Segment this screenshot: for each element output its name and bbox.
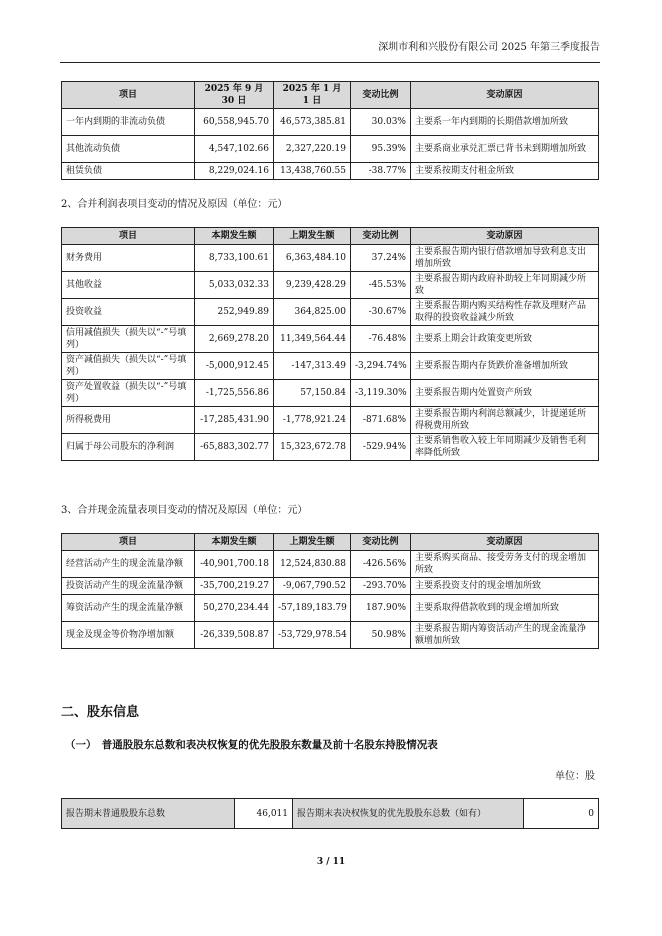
table-row xyxy=(62,551,599,578)
col-header: 上期发生额 xyxy=(274,534,351,551)
item-cell: 租赁负债 xyxy=(62,163,195,180)
reason-cell: 主要系购买商品、接受劳务支付的现金增加所致 xyxy=(411,551,599,578)
table-row xyxy=(62,353,599,380)
col-header: 本期发生额 xyxy=(195,228,274,245)
item-cell: 投资活动产生的现金流量净额 xyxy=(62,578,195,595)
col-header: 变动原因 xyxy=(411,82,599,109)
ratio-cell: 30.03% xyxy=(351,109,411,136)
table-header-row xyxy=(62,228,599,245)
item-cell: 所得税费用 xyxy=(62,407,195,434)
reason-cell: 主要系报告期内购买结构性存款及理财产品取得的投资收益减少所致 xyxy=(411,299,599,326)
value-cell: -40,901,700.18 xyxy=(195,551,274,578)
value-cell: -53,729,978.54 xyxy=(274,622,351,649)
col-header: 上期发生额 xyxy=(274,228,351,245)
ratio-cell: -45.53% xyxy=(351,272,411,299)
table-row xyxy=(62,245,599,272)
value-cell: 46,011 xyxy=(235,799,293,829)
section-title-shareholders: 二、股东信息 xyxy=(61,705,140,720)
table-row xyxy=(62,622,599,649)
value-cell: 12,524,830.88 xyxy=(274,551,351,578)
unit-label: 单位：股 xyxy=(555,771,595,782)
col-header: 变动原因 xyxy=(411,228,599,245)
value-cell: 13,438,760.55 xyxy=(274,163,351,180)
table-header-row xyxy=(62,82,599,109)
ratio-cell: -3,294.74% xyxy=(351,353,411,380)
value-cell: 0 xyxy=(524,799,599,829)
balance-sheet-changes-table xyxy=(61,81,599,180)
value-cell: 60,558,945.70 xyxy=(195,109,274,136)
col-header: 2025 年 1 月 1 日 xyxy=(274,82,351,109)
subsection-title: （一） 普通股股东总数和表决权恢复的优先股股东数量及前十名股东持股情况表 xyxy=(65,739,438,751)
value-cell: -65,883,302.77 xyxy=(195,434,274,461)
value-cell: -1,778,921.24 xyxy=(274,407,351,434)
value-cell: 57,150.84 xyxy=(274,380,351,407)
ratio-cell: -3,119.30% xyxy=(351,380,411,407)
income-statement-changes-table xyxy=(61,227,599,461)
table-row xyxy=(62,434,599,461)
page-number: 3 / 11 xyxy=(316,857,346,867)
ratio-cell: -871.68% xyxy=(351,407,411,434)
value-cell: 2,327,220.19 xyxy=(274,136,351,163)
table-row xyxy=(62,299,599,326)
value-cell: -57,189,183.79 xyxy=(274,595,351,622)
value-cell: 4,547,102.66 xyxy=(195,136,274,163)
value-cell: -9,067,790.52 xyxy=(274,578,351,595)
table-row xyxy=(62,380,599,407)
ratio-cell: -529.94% xyxy=(351,434,411,461)
value-cell: 11,349,564.44 xyxy=(274,326,351,353)
value-cell: -17,285,431.90 xyxy=(195,407,274,434)
reason-cell: 主要系报告期内政府补助较上年同期减少所致 xyxy=(411,272,599,299)
value-cell: -5,000,912.45 xyxy=(195,353,274,380)
value-cell: 8,229,024.16 xyxy=(195,163,274,180)
reason-cell: 主要系报告期内银行借款增加导致利息支出增加所致 xyxy=(411,245,599,272)
value-cell: 50,270,234.44 xyxy=(195,595,274,622)
ratio-cell: 50.98% xyxy=(351,622,411,649)
cashflow-changes-table xyxy=(61,533,599,649)
reason-cell: 主要系报告期内筹资活动产生的现金流量净额增加所致 xyxy=(411,622,599,649)
value-cell: 2,669,278.20 xyxy=(195,326,274,353)
table-row xyxy=(62,163,599,180)
label-cell: 报告期末表决权恢复的优先股股东总数（如有） xyxy=(293,799,524,829)
col-header: 本期发生额 xyxy=(195,534,274,551)
ratio-cell: -293.70% xyxy=(351,578,411,595)
reason-cell: 主要系报告期内处置资产所致 xyxy=(411,380,599,407)
item-cell: 资产减值损失（损失以“-”号填列） xyxy=(62,353,195,380)
value-cell: -147,313.49 xyxy=(274,353,351,380)
value-cell: 5,033,032.33 xyxy=(195,272,274,299)
income-statement-caption: 2、合并利润表项目变动的情况及原因（单位：元） xyxy=(61,199,288,210)
reason-cell: 主要系投资支付的现金增加所致 xyxy=(411,578,599,595)
item-cell: 一年内到期的非流动负债 xyxy=(62,109,195,136)
reason-cell: 主要系销售收入较上年同期减少及销售毛利率降低所致 xyxy=(411,434,599,461)
ratio-cell: 187.90% xyxy=(351,595,411,622)
table-row xyxy=(62,578,599,595)
table-row xyxy=(62,272,599,299)
item-cell: 现金及现金等价物净增加额 xyxy=(62,622,195,649)
table-row xyxy=(62,326,599,353)
shareholder-count-table xyxy=(61,798,599,829)
ratio-cell: -426.56% xyxy=(351,551,411,578)
table-row xyxy=(62,136,599,163)
item-cell: 投资收益 xyxy=(62,299,195,326)
reason-cell: 主要系取得借款收到的现金增加所致 xyxy=(411,595,599,622)
reason-cell: 主要系上期会计政策变更所致 xyxy=(411,326,599,353)
value-cell: 8,733,100.61 xyxy=(195,245,274,272)
col-header: 变动比例 xyxy=(351,82,411,109)
col-header: 变动原因 xyxy=(411,534,599,551)
ratio-cell: -76.48% xyxy=(351,326,411,353)
table-row xyxy=(62,407,599,434)
table-row xyxy=(62,799,599,829)
value-cell: 252,949.89 xyxy=(195,299,274,326)
reason-cell: 主要系商业承兑汇票已背书未到期增加所致 xyxy=(411,136,599,163)
reason-cell: 主要系报告期内存货跌价准备增加所致 xyxy=(411,353,599,380)
table-header-row xyxy=(62,534,599,551)
report-title: 深圳市利和兴股份有限公司 2025 年第三季度报告 xyxy=(378,42,600,53)
item-cell: 经营活动产生的现金流量净额 xyxy=(62,551,195,578)
value-cell: -26,339,508.87 xyxy=(195,622,274,649)
cashflow-caption: 3、合并现金流量表项目变动的情况及原因（单位：元） xyxy=(61,505,308,516)
reason-cell: 主要系按期支付租金所致 xyxy=(411,163,599,180)
value-cell: -35,700,219.27 xyxy=(195,578,274,595)
value-cell: -1,725,556.86 xyxy=(195,380,274,407)
ratio-cell: 95.39% xyxy=(351,136,411,163)
item-cell: 其他流动负债 xyxy=(62,136,195,163)
table-row xyxy=(62,109,599,136)
value-cell: 46,573,385.81 xyxy=(274,109,351,136)
col-header: 变动比例 xyxy=(351,534,411,551)
col-header: 变动比例 xyxy=(351,228,411,245)
ratio-cell: -38.77% xyxy=(351,163,411,180)
item-cell: 归属于母公司股东的净利润 xyxy=(62,434,195,461)
reason-cell: 主要系一年内到期的长期借款增加所致 xyxy=(411,109,599,136)
col-header: 项目 xyxy=(62,228,195,245)
col-header: 2025 年 9 月 30 日 xyxy=(195,82,274,109)
value-cell: 6,363,484.10 xyxy=(274,245,351,272)
label-cell: 报告期末普通股股东总数 xyxy=(62,799,235,829)
item-cell: 筹资活动产生的现金流量净额 xyxy=(62,595,195,622)
item-cell: 财务费用 xyxy=(62,245,195,272)
report-header xyxy=(60,38,600,63)
reason-cell: 主要系报告期内利润总额减少，计提递延所得税费用所致 xyxy=(411,407,599,434)
col-header: 项目 xyxy=(62,534,195,551)
item-cell: 资产处置收益（损失以“-”号填列） xyxy=(62,380,195,407)
value-cell: 15,323,672.78 xyxy=(274,434,351,461)
ratio-cell: -30.67% xyxy=(351,299,411,326)
item-cell: 信用减值损失（损失以“-”号填列） xyxy=(62,326,195,353)
item-cell: 其他收益 xyxy=(62,272,195,299)
table-row xyxy=(62,595,599,622)
col-header: 项目 xyxy=(62,82,195,109)
ratio-cell: 37.24% xyxy=(351,245,411,272)
value-cell: 9,239,428.29 xyxy=(274,272,351,299)
value-cell: 364,825.00 xyxy=(274,299,351,326)
